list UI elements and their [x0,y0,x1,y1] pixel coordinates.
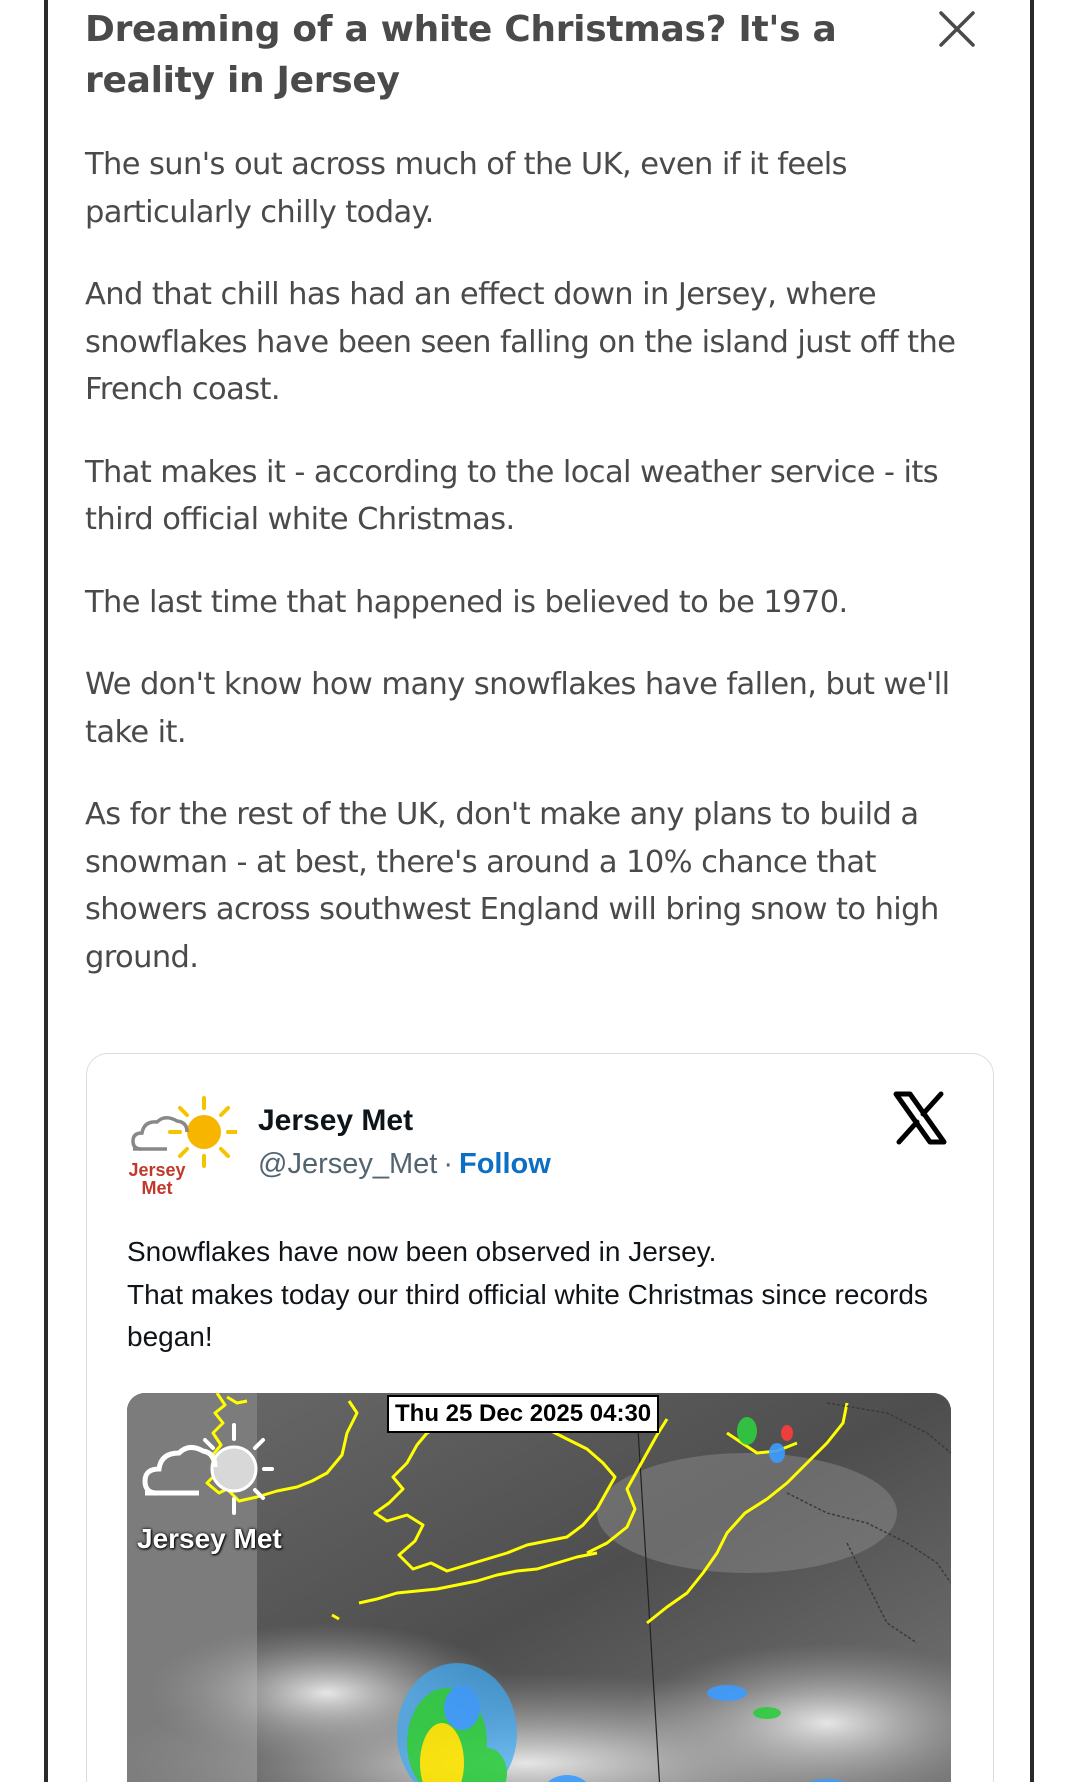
separator-dot: · [443,1148,453,1180]
close-button[interactable] [937,9,977,49]
tweet-handle-row [258,1148,551,1181]
svg-text:Met: Met [141,1178,173,1198]
article-paragraph: The sun's out across much of the UK, even if it feels particularly chilly today. [85,147,847,230]
jersey-met-logo-icon [127,1094,237,1204]
article-paragraph: That makes it - according to the local weather service - its third official white Christmas. [85,454,939,537]
article-paragraph: The last time that happened is believed to be 1970. [85,584,848,620]
tweet-text [127,1231,957,1359]
embedded-tweet-card[interactable] [86,1053,994,1782]
page-frame-right [1030,0,1034,1782]
tweet-text-line: That makes today our third official white Christmas since records began! [127,1278,928,1352]
close-icon [937,9,977,49]
article-headline: Dreaming of a white Christmas? It's a reality in Jersey [85,9,837,101]
svg-text:Jersey: Jersey [128,1160,186,1180]
tweet-text-line: Snowflakes have now been observed in Jersey. [127,1236,717,1267]
article-paragraph: We don't know how many snowflakes have fallen, but we'll take it. [85,667,950,750]
avatar[interactable] [127,1094,237,1204]
tweet-author-name[interactable]: Jersey Met [258,1104,414,1137]
media-brand-label: Jersey Met [137,1523,282,1554]
x-logo-icon [892,1090,948,1146]
sun-cloud-icon [139,1421,274,1521]
follow-button[interactable]: Follow [459,1148,551,1180]
article-body [85,141,985,981]
article-paragraph: As for the rest of the UK, don't make any plans to build a snowman - at best, there's around a 10% chance that showers across southwest England will bring snow to high ground. [85,797,939,975]
media-timestamp: Thu 25 Dec 2025 04:30 [387,1395,659,1433]
article-paragraph: And that chill has had an effect down in Jersey, where snowflakes have been seen falling on the island just off the French coast. [85,277,956,407]
tweet-author-handle[interactable]: @Jersey_Met [258,1148,438,1180]
page-frame-left [44,0,48,1782]
media-weather-logo [139,1421,274,1521]
article-post [85,0,985,1016]
tweet-media-satellite-image[interactable] [127,1393,951,1782]
x-logo-button[interactable] [892,1090,948,1146]
